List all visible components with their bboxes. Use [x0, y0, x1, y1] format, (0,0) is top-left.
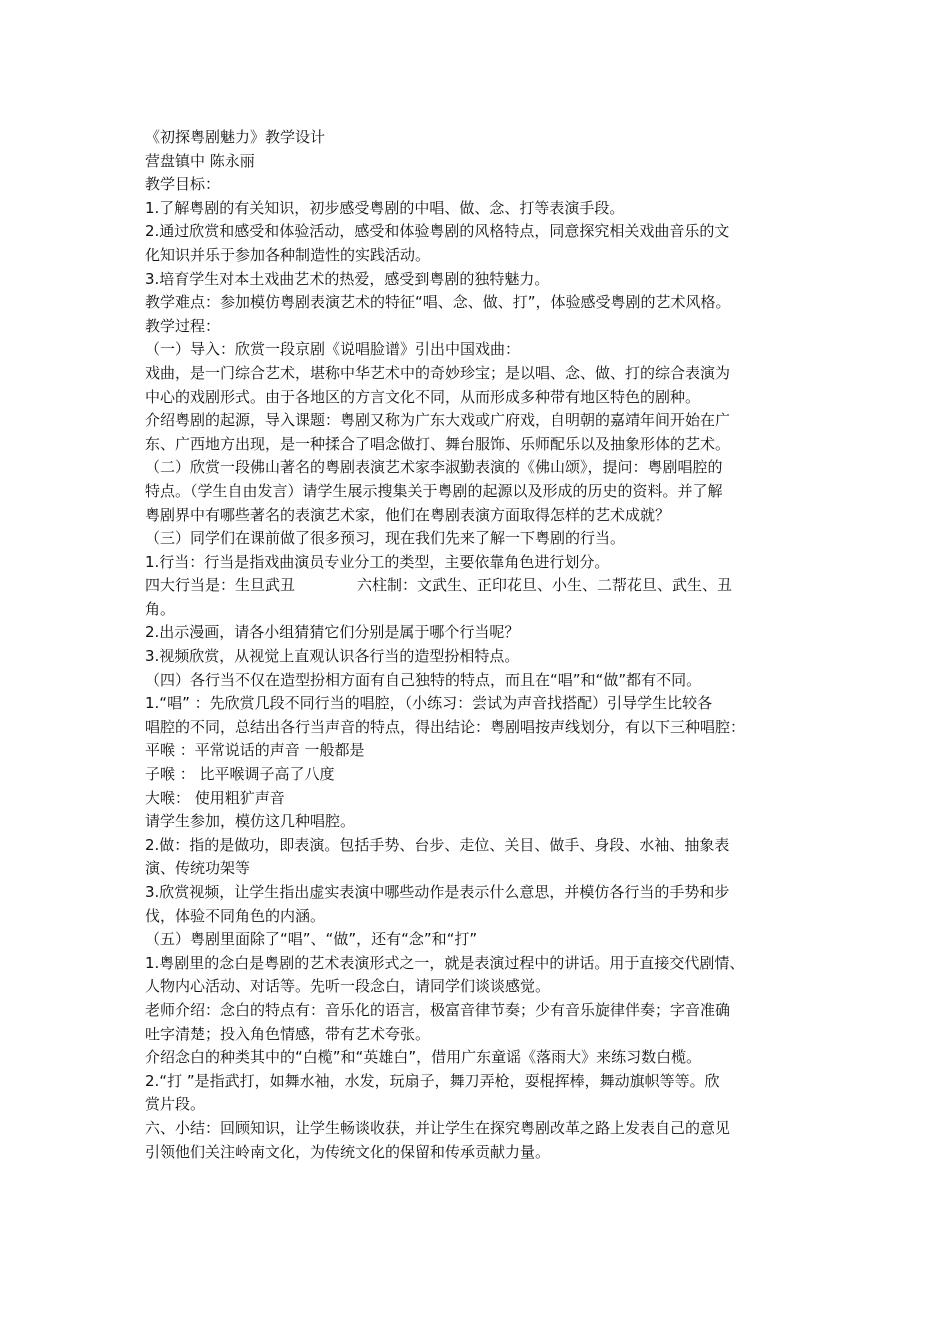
section-4-item-1-line-1: 1.“唱” ：先欣赏几段不同行当的唱腔，（小练习：尝试为声音找搭配）引导学生比较各 [145, 694, 713, 713]
section-3-title: （三）同学们在课前做了很多预习，现在我们先来了解一下粤剧的行当。 [145, 529, 626, 548]
section-3-item-1: 1.行当：行当是指戏曲演员专业分工的类型，主要依靠角色进行划分。 [145, 552, 610, 571]
goal-3: 3.培育学生对本土戏曲艺术的热爱，感受到粤剧的独特魅力。 [145, 269, 550, 288]
section-3-item-3: 3.视频欣赏，从视觉上直观认识各行当的造型扮相特点。 [145, 647, 520, 666]
section-2-line-2: 特点。（学生自由发言）请学生展示搜集关于粤剧的起源以及形成的历史的资料。并了解 [145, 481, 723, 500]
section-5-item-2-line-1: 2.“打 ”是指武打，如舞水袖，水发，玩扇子，舞刀弄枪，耍棍挥棒，舞动旗帜等等。欣 [145, 1071, 720, 1090]
goal-1: 1.了解粤剧的有关知识，初步感受粤剧的中唱、做、念、打等表演手段。 [145, 198, 625, 217]
section-4-item-2-line-2: 演、传统功架等 [145, 859, 251, 878]
section-4-item-3-line-2: 伐，体验不同角色的内涵。 [145, 906, 326, 925]
section-4-item-2-line-1: 2.做：指的是做功，即表演。包括手势、台步、走位、关目、做手、身段、水袖、抽象表 [145, 835, 730, 854]
four-roles: 四大行当是：生旦武丑 [145, 576, 296, 595]
section-4-join: 请学生参加，模仿这几种唱腔。 [145, 812, 356, 831]
section-5-item-2-line-2: 赏片段。 [145, 1095, 206, 1114]
section-3-roles-line [145, 574, 810, 598]
goals-heading: 教学目标： [145, 175, 221, 194]
document-body [145, 126, 810, 1164]
section-1-para-1-line-2: 中心的戏剧形式。由于各地区的方言文化不同，从而形成多种带有地区特色的剧种。 [145, 387, 701, 406]
goal-2-line-2: 化知识并乐于参加各种制造性的实践活动。 [145, 245, 431, 264]
da-hou: 大喉： 使用粗犷声音 [145, 788, 285, 807]
summary-line-2: 引领他们关注岭南文化，为传统文化的保留和传承贡献力量。 [145, 1142, 551, 1161]
section-1-para-2-line-2: 东、广西地方出现，是一种揉合了唱念做打、舞台服饰、乐师配乐以及抽象形体的艺术。 [145, 434, 731, 453]
section-5-item-1-line-1: 1.粤剧里的念白是粤剧的艺术表演形式之一，就是表演过程中的讲话。用于直接交代剧情、 [145, 953, 745, 972]
difficulty: 教学难点：参加模仿粤剧表演艺术的特征“唱、念、做、打”，体验感受粤剧的艺术风格。 [145, 293, 731, 312]
section-2-line-3: 粤剧界中有哪些著名的表演艺术家，他们在粤剧表演方面取得怎样的艺术成就？ [145, 505, 671, 524]
section-5-item-1-line-2: 人物内心活动、对话等。先听一段念白，请同学们谈谈感觉。 [145, 977, 551, 996]
zi-hou: 子喉 ： 比平喉调子高了八度 [145, 765, 335, 784]
section-4-item-3-line-1: 3.欣赏视频，让学生指出虚实表演中哪些动作是表示什么意思，并模仿各行当的手势和步 [145, 883, 730, 901]
nianbai-types: 介绍念白的种类其中的“白榄”和“英雄白”，借用广东童谣《落雨大》来练习数白榄。 [145, 1048, 702, 1067]
section-3-item-2: 2.出示漫画，请各小组猜猜它们分别是属于哪个行当呢？ [145, 623, 520, 642]
section-1-para-2-line-1: 介绍粤剧的起源，导入课题：粤剧又称为广东大戏或广府戏，自明朝的嘉靖年间开始在广 [145, 411, 731, 430]
ping-hou: 平喉 ：平常说话的声音 一般都是 [145, 741, 365, 760]
teacher-intro-line-1: 老师介绍：念白的特点有：音乐化的语言，极富音律节奏；少有音乐旋律伴奏；字音准确 [145, 1000, 731, 1019]
process-heading: 教学过程： [145, 316, 221, 335]
section-3-roles-continuation: 角。 [145, 599, 176, 618]
summary-line-1: 六、小结：回顾知识，让学生畅谈收获，并让学生在探究粤剧改革之路上发表自己的意见 [145, 1118, 731, 1137]
section-5-title: （五）粤剧里面除了“唱”、“做”，还有“念”和“打” [145, 930, 478, 949]
section-2-line-1: （二）欣赏一段佛山著名的粤剧表演艺术家李淑勤表演的《佛山颂》，提问：粤剧唱腔的 [145, 458, 723, 477]
section-1-para-1-line-1: 戏曲，是一门综合艺术，堪称中华艺术中的奇妙珍宝；是以唱、念、做、打的综合表演为 [145, 363, 731, 382]
goal-2-line-1: 2.通过欣赏和感受和体验活动，感受和体验粤剧的风格特点，同意探究相关戏曲音乐的文 [145, 222, 730, 241]
section-4-item-1-line-2: 唱腔的不同，总结出各行当声音的特点，得出结论：粤剧唱按声线划分，有以下三种唱腔： [145, 717, 746, 736]
author-line: 营盘镇中 陈永丽 [145, 151, 255, 170]
doc-title: 《初探粤剧魅力》教学设计 [145, 128, 326, 146]
section-1-title: （一）导入：欣赏一段京剧《说唱脸谱》引出中国戏曲： [145, 340, 521, 359]
teacher-intro-line-2: 吐字清楚；投入角色情感，带有艺术夸张。 [145, 1024, 431, 1043]
six-pillars: 六柱制：文武生、正印花旦、小生、二帮花旦、武生、丑 [357, 576, 733, 595]
section-4-title: （四）各行当不仅在造型扮相方面有自己独特的特点，而且在“唱”和“做”都有不同。 [145, 670, 702, 689]
